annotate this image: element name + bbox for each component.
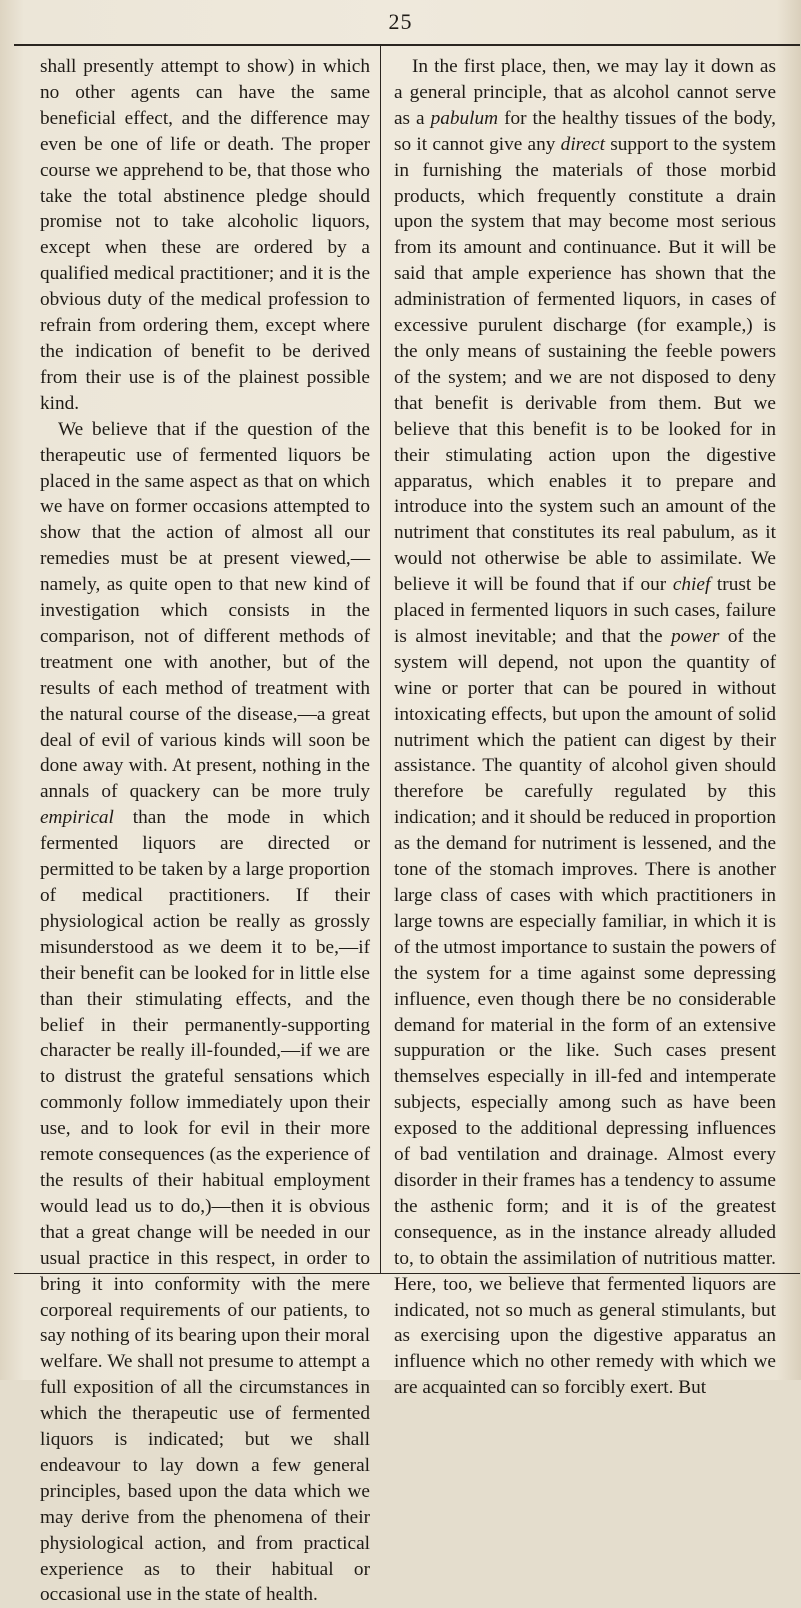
text-run: for the healthy tissues of the body, so it cannot give any — [394, 107, 776, 155]
left-column — [40, 54, 370, 1608]
italic-run: empirical — [40, 807, 114, 829]
footer-rule — [14, 1273, 800, 1274]
italic-run: pabulum — [430, 107, 499, 129]
text-run: trust be placed in fermented liquors in such cases, failure is almost inevitable; and that the — [394, 574, 777, 647]
text-run: of the system will depend, not upon the quantity of wine or porter that can be poured in without intoxicating effects, but upon the amount of solid nutriment which the patient can digest by their assistance. The quantity of alcohol given should therefore be carefully regulated by this indication; and it should be reduced in proportion as the demand for nutriment is lessened, and the tone of the stomach improves. There is another large class of cases with which practitioners in large towns are especially familiar, in which it is of the utmost importance to sustain the powers of the system for a time against some depressing influence, even though there be no considerable demand for material in the form of an extensive suppuration or the like. Such cases present themselves especially in ill-fed and intemperate subjects, especially among such as have been exposed to the additional depressing influences of bad ventilation and drainage. Almost every disorder in their frames has a tendency to assume the asthenic form; and it is of the greatest consequence, as in the instance already alluded to, to obtain the assimilation of nutritious matter. Here, too, we believe that fermented liquors are indicated, not so much as general stimulants, but as exercising upon the digestive apparatus an influence which no other remedy with which we are acquainted can so forcibly exert. But — [394, 625, 776, 1399]
text-run: support to the system in furnishing the materials of those morbid products, which frequently constitute a drain upon the system that may become most serious from its amount and continuance. But it will be said that ample experience has shown that the administration of fermented liquors, in cases of excessive purulent discharge (for example,) is the only means of sustaining the feeble powers of the system; and we are not disposed to deny that benefit is derivable from them. But we believe that this benefit is to be looked for in their stimulating action upon the digestive apparatus, which enables it to prepare and introduce into the system such an amount of the nutriment that constitutes its real pabulum, as it would not otherwise be able to assimilate. We believe it will be found that if our — [394, 133, 776, 596]
italic-run: direct — [560, 133, 605, 155]
italic-run: power — [671, 625, 720, 647]
page-number: 25 — [388, 9, 413, 34]
text-run: In the first place, then, we may lay it down as a general principle, that as alcohol cannot serve as a — [394, 56, 776, 129]
text-run: We believe that if the question of the therapeutic use of fermented liquors be placed in the same aspect as that on which we have on former occasions attempted to show that the action of almost all our remedies must be at present viewed,—namely, as quite open to that new kind of investigation which consists in the comparison, not of different methods of treatment one with another, but of the results of each method of treatment with the natural course of the disease,—a great deal of evil of various kinds will soon be done away with. At present, nothing in the annals of quackery can be more truly — [40, 418, 370, 803]
right-paragraph — [394, 54, 776, 1401]
column-divider — [380, 45, 381, 1273]
right-column — [394, 54, 776, 1401]
text-run: shall presently attempt to show) in which no other agents can have the same beneficial effect, and the difference may even be one of life or death. The proper course we apprehend to be, that those who take the total abstinence pledge should promise not to take alcoholic liquors, except when these are ordered by a qualified medical practitioner; and it is the obvious duty of the medical profession to refrain from ordering them, except where the indication of benefit to be derived from their use is of the plainest possible kind. — [40, 56, 370, 414]
text-run: than the mode in which fermented liquors are directed or permitted to be taken by a large proportion of medical practitioners. If their physiological action be really as grossly misunderstood as we deem it to be,—if their benefit can be looked for in little else than their stimulating effects, and the belief in their permanently-supporting character be really ill-founded,—if we are to distrust the grateful sensations which commonly follow immediately upon their use, and to look for evil in their more remote consequences (as the experience of the results of their habitual employment would lead us to do,)—then it is obvious that a great change will be needed in our usual practice in this respect, in order to bring it into conformity with the mere corporeal requirements of our patients, to say nothing of its bearing upon their moral welfare. We shall not presume to attempt a full exposition of all the circumstances in which the therapeutic use of fermented liquors is indicated; but we shall endeavour to lay down a few general principles, based upon the data which we may derive from the phenomena of their physiological action, and from practical experience as to their habitual or occasional use in the state of health. — [40, 807, 371, 1606]
italic-run: chief — [672, 574, 711, 596]
left-paragraph — [40, 54, 370, 417]
header-rule — [14, 44, 800, 46]
left-paragraph — [40, 417, 370, 1608]
